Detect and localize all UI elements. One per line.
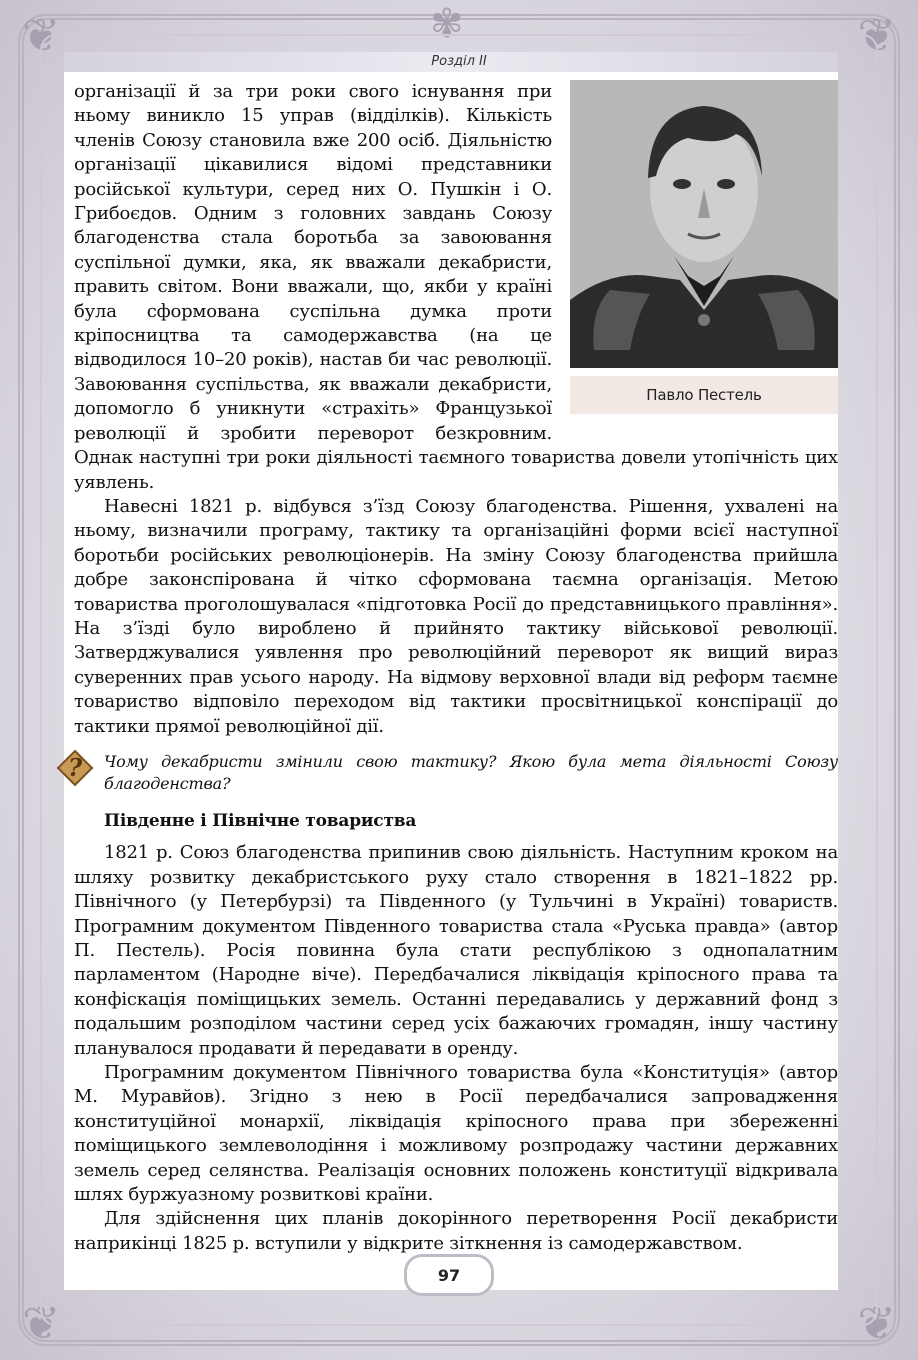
- question-mark-icon: [56, 749, 94, 787]
- paragraph: Для здійснення цих планів докорінного перетворення Росії декабристи наприкінці 1825 р. вступили у відкрите зіткнення із самодержавством.: [74, 1208, 838, 1254]
- paragraph: Програмним документом Північного товариства була «Конституція» (автор М. Муравйов). Згідно з нею в Росії передбачалися запровадження конституційної монархії, ліквідація кріпосного права при збереженні поміщицького землеволодіння і можливому розпродажу частини державних земель серед селянства. Реалізація основних положень конституції відкривала шлях буржуазному розвиткові країни.: [74, 1062, 838, 1206]
- question-block: [68, 751, 838, 795]
- svg-text:?: ?: [68, 752, 82, 782]
- page-number: 97: [404, 1254, 494, 1296]
- top-ornament: ✾: [430, 1, 464, 47]
- page-text: [68, 80, 838, 1256]
- portrait-image: [570, 80, 838, 368]
- corner-ornament: ❦: [22, 8, 61, 62]
- question-text: Чому декабристи змінили свою тактику? Якою була мета діяльності Союзу благоденства?: [104, 751, 838, 793]
- corner-ornament: ❦: [857, 8, 896, 62]
- paragraph: Навесні 1821 р. відбувся з’їзд Союзу благоденства. Рішення, ухвалені на ньому, визначили програму, тактику та організаційні форми всієї наступної боротьби російських революціонерів. На зміну Союзу благоденства прийшла добре законспірована й чітко сформована таємна організація. Метою товариства проголошувалася «підготовка Росії до представницького правління». На з’їзді було вироблено й прийнято тактику військової революції. Затверджувалися уявлення про революційний переворот як вищий вираз суверенних прав усього народу. На відмову верховної влади від реформ таємне товариство відповіло переходом від тактики просвітницької конспірації до тактики прямої революційної дії.: [74, 495, 838, 737]
- paragraph: 1821 р. Союз благоденства припинив свою діяльність. Наступним кроком на шляху розвитку декабристського руху стало створення в 1821–1822 рр. Північного (у Петербурзі) та Південного (у Тульчині в Україні) товариств. Програмним документом Південного товариства стала «Руська правда» (автор П. Пестель). Росія повинна була стати республікою з однопалатним парламентом (Народне віче). Передбачалися ліквідація кріпосного права та конфіскація поміщицьких земель. Останні передавались у державний фонд з подальшим розподілом частини серед усіх бажаючих громадян, іншу частину планувалося продавати й передавати в оренду.: [74, 842, 838, 1059]
- figure-caption: Павло Пестель: [570, 376, 838, 414]
- figure: [570, 80, 838, 420]
- corner-ornament: ❦: [22, 1296, 61, 1350]
- corner-ornament: ❦: [857, 1296, 896, 1350]
- paragraph: організації й за три роки свого існування при ньому виникло 15 управ (відділків). Кількість членів Союзу становила вже 200 осіб. Діяльністю організації цікавилися відомі представники російської культури, серед них О. Пушкін і О. Грибоєдов. Одним з головних завдань Союзу благоденства стала боротьба за завоювання суспільної думки, яка, як вважали декабристи, править світом. Вони вважали, що, якби у країні була сформована суспільна думка проти кріпосництва та самодержавства (на це відводилося 10–20 років), настав би час революції. Завоювання суспільства, як вважали декабристи, допомогло б уникнути «страхіть» Французької революції й зробити переворот безкровним. Однак наступні три роки діяльності таємного товариства довели утопічність цих уявлень.: [74, 81, 838, 493]
- section-heading: Південне і Північне товариства: [104, 810, 417, 831]
- chapter-title: Розділ II: [431, 54, 487, 69]
